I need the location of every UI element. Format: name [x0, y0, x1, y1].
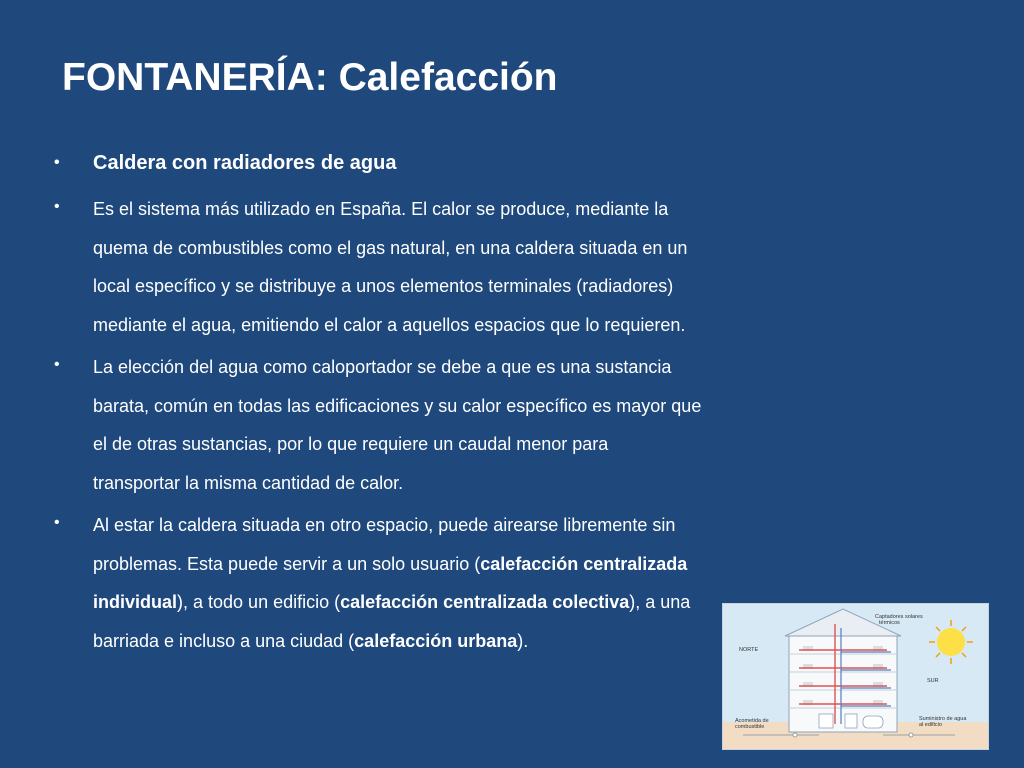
text-line: el de otras sustancias, por lo que requiere un caudal menor para [93, 434, 609, 454]
label-south: SUR [927, 678, 939, 684]
label-water-supply-2: al edificio [919, 722, 942, 728]
text-line [93, 622, 754, 661]
building-heating-diagram [722, 603, 989, 750]
term-individual-heating: calefacción centralizada [480, 553, 688, 574]
label-fuel-connection-2: combustible [735, 724, 765, 730]
text-line: quema de combustibles como el gas natural, en una caldera situada en un [93, 237, 688, 258]
bullet-item-system-description [54, 190, 754, 344]
bullet-marker: • [54, 154, 60, 171]
boiler-room-icon [819, 714, 883, 728]
text-segment: ). [517, 630, 529, 651]
text-line: Al estar la caldera situada en otro espacio, puede airearse libremente sin [93, 515, 676, 535]
bullet-item-heating-types [54, 506, 754, 660]
bullet-text [93, 190, 754, 344]
text-line [93, 545, 754, 584]
text-segment: ), a una [629, 592, 691, 612]
text-line: local específico y se distribuye a unos elementos terminales (radiadores) [93, 276, 674, 296]
text-segment: ), a todo un edificio ( [177, 592, 341, 612]
building-heating-illustration [723, 604, 988, 749]
bullet-text [93, 506, 754, 660]
label-north: NORTE [739, 647, 759, 653]
bullet-marker: • [54, 356, 60, 373]
bullet-marker: • [54, 198, 60, 215]
bullet-list [54, 146, 754, 660]
text-segment: problemas. Esta puede servir a un solo usuario ( [93, 553, 481, 574]
term-collective-heating: calefacción centralizada colectiva [340, 592, 630, 612]
text-line: mediante el agua, emitiendo el calor a aquellos espacios que lo requieren. [93, 314, 686, 335]
label-solar-collectors: Captadores solares [875, 614, 923, 620]
text-line: transportar la misma cantidad de calor. [93, 472, 404, 493]
label-water-supply: Suministro de agua [919, 716, 967, 722]
bullet-item-heading [54, 146, 754, 180]
bullet-item-water-choice [54, 348, 754, 502]
text-line: Es el sistema más utilizado en España. El calor se produce, mediante la [93, 199, 669, 219]
text-line: barata, común en todas las edificaciones y su calor específico es mayor que [93, 395, 702, 416]
term-individual: individual [93, 592, 178, 612]
text-line [93, 583, 754, 622]
bullet-text: Caldera con radiadores de agua [93, 152, 397, 174]
text-line: La elección del agua como caloportador se debe a que es una sustancia [93, 357, 672, 377]
label-fuel-connection: Acometida de [735, 718, 769, 724]
term-urban-heating: calefacción urbana [354, 630, 518, 651]
bullet-marker: • [54, 514, 60, 531]
slide-title: FONTANERÍA: Calefacción [62, 56, 558, 99]
text-segment: barriada e incluso a una ciudad ( [93, 630, 355, 651]
label-solar-collectors-2: térmicos [879, 620, 900, 626]
bullet-text [93, 348, 754, 502]
